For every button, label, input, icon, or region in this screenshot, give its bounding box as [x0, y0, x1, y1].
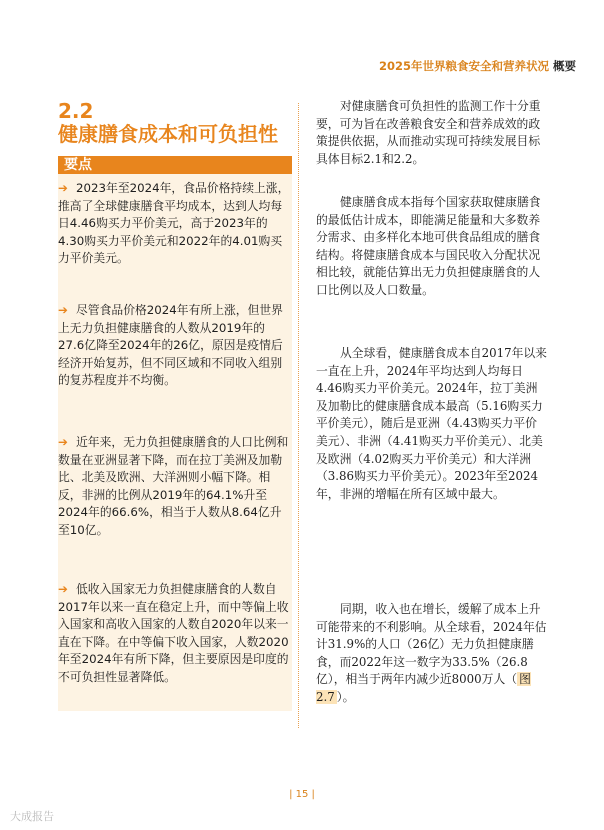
header-section: 概要 [553, 59, 576, 73]
key-points-label: 要点 [64, 157, 92, 173]
key-point-item [58, 302, 290, 390]
body-paragraph: 对健康膳食可负担性的监测工作十分重要，可为旨在改善粮食安全和营养成效的政策提供依据，从而推动实现可持续发展目标具体目标2.1和2.2。 [316, 99, 541, 166]
running-header [379, 58, 576, 74]
watermark: 大成报告 [10, 810, 54, 823]
figure-reference-link[interactable]: 图2.7 [316, 672, 531, 704]
paragraph-text: 同期，收入也在增长，缓解了成本上升可能带来的不利影响。从全球看，2024年估计31.9%的人口（26亿）无力负担健康膳食，而2022年这一数字为33.5%（26.8亿），相当于两年内减少近8000万人（ [316, 602, 547, 687]
section-title: 健康膳食成本和可负担性 [58, 122, 278, 146]
report-title: 2025年世界粮食安全和营养状况 [378, 59, 549, 73]
body-paragraph: 从全球看，健康膳食成本自2017年以来一直在上升，2024年平均达到人均每日4.46购买力平价美元。2024年，拉丁美洲及加勒比的健康膳食成本最高（5.16购买力平价美元），随后是亚洲（4.43购买力平价美元）、非洲（4.41购买力平价美元）、北美及欧洲（4.02购买力平价美元）和大洋洲（3.86购买力平价美元）。2023年至2024年，非洲的增幅在所有区域中最大。 [316, 346, 547, 501]
body-paragraph: 健康膳食成本指每个国家获取健康膳食的最低估计成本，即能满足能量和大多数养分需求、由多样化本地可供食品组成的膳食结构。将健康膳食成本与国民收入分配状况相比较，就能估算出无力负担健康膳食的人口比例以及人口数量。 [316, 195, 541, 297]
arrow-right-icon: ➔ [58, 181, 68, 195]
key-point-item [58, 581, 290, 686]
key-points-badge [58, 156, 292, 174]
key-point-text: 低收入国家无力负担健康膳食的人数自2017年以来一直在稳定上升，而中等偏上收入国家和高收入国家的人数自2020年以来一直在下降。在中等偏下收入国家，人数2020年至2024年有所下降，但主要原因是印度的不可负担性显著降低。 [58, 582, 289, 684]
arrow-right-icon: ➔ [58, 582, 68, 596]
arrow-right-icon: ➔ [58, 303, 68, 317]
key-point-text: 近年来，无力负担健康膳食的人口比例和数量在亚洲显著下降，而在拉丁美洲及加勒比、北美及欧洲、大洋洲则小幅下降。相反，非洲的比例从2019年的64.1%升至2024年的66.6%，相当于人数从8.64亿升至10亿。 [58, 435, 289, 537]
key-point-text: 尽管食品价格2024年有所上涨，但世界上无力负担健康膳食的人数从2019年的27.6亿降至2024年的26亿，原因是疫情后经济开始复苏，但不同区域和不同收入组别的复苏程度并不均衡。 [58, 303, 283, 387]
paragraph-text-end: ）。 [336, 689, 355, 704]
body-paragraph [316, 601, 548, 707]
column-divider [298, 103, 299, 728]
key-point-text: 2023年至2024年，食品价格持续上涨，推高了全球健康膳食平均成本，达到人均每日4.46购买力平价美元，高于2023年的4.30购买力平价美元和2022年的4.01购买力平价美元。 [58, 181, 290, 265]
page-number: | 15 | [289, 789, 315, 800]
key-point-item [58, 434, 290, 539]
section-number: 2.2 [58, 99, 94, 123]
arrow-right-icon: ➔ [58, 435, 68, 449]
key-point-item [58, 180, 290, 268]
